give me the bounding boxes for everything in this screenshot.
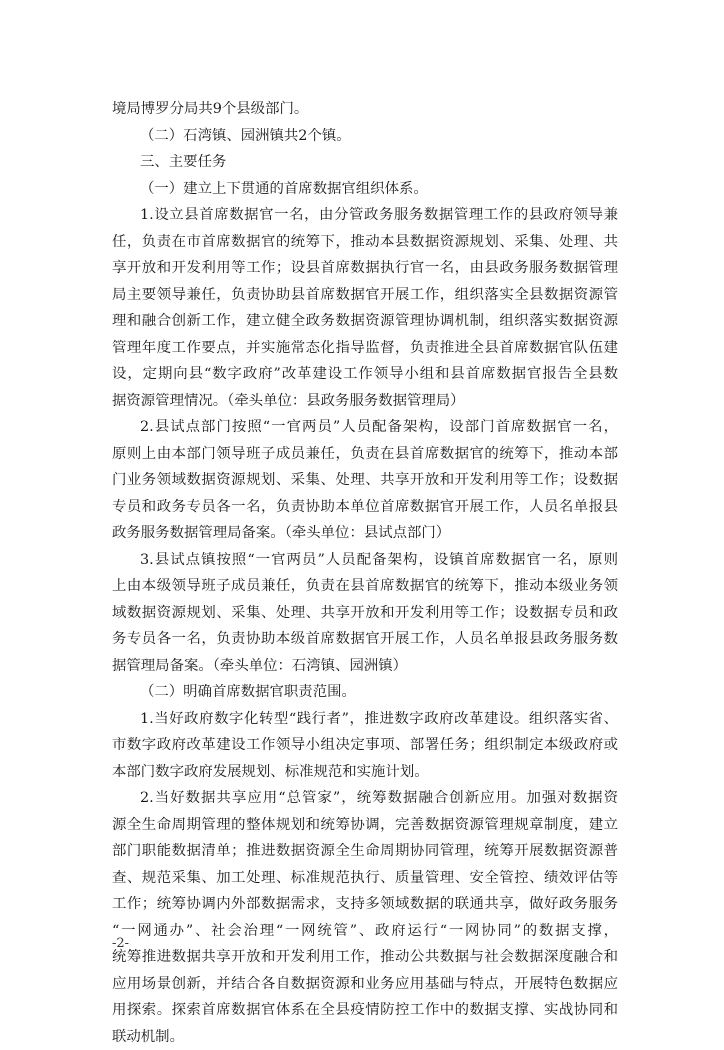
paragraph-line: “一网通办”、社会治理“一网统管”、政府运行“一网协同”的数据支撑， — [112, 918, 618, 945]
paragraph-line: 应用场景创新，并结合各自数据资源和业务应用基础与特点，开展特色数据应 — [112, 971, 618, 998]
paragraph-line: 门业务领域数据资源规划、采集、处理、共享开放和开发利用等工作；设数据 — [112, 467, 618, 494]
paragraph-line: 源全生命周期管理的整体规划和统筹协调，完善数据资源管理规章制度，建立 — [112, 812, 618, 839]
paragraph-line: 局主要领导兼任，负责协助县首席数据官开展工作，组织落实全县数据资源管 — [112, 282, 618, 309]
paragraph-line: 统筹推进数据共享开放和开发利用工作，推动公共数据与社会数据深度融合和 — [112, 944, 618, 971]
paragraph-line: 政务服务数据管理局备案。（牵头单位：县试点部门） — [112, 520, 618, 547]
paragraph-line: 域数据资源规划、采集、处理、共享开放和开发利用等工作；设数据专员和政 — [112, 600, 618, 627]
paragraph-line: 享开放和开发利用等工作；设县首席数据执行官一名，由县政务服务数据管理 — [112, 255, 618, 282]
paragraph-line: 2.县试点部门按照“一官两员”人员配备架构，设部门首席数据官一名， — [112, 414, 618, 441]
paragraph-line: 用探索。探索首席数据官体系在全县疫情防控工作中的数据支撑、实战协同和 — [112, 997, 618, 1024]
paragraph-line: 原则上由本部门领导班子成员兼任，负责在县首席数据官的统筹下，推动本部 — [112, 441, 618, 468]
paragraph-line: 查、规范采集、加工处理、标准规范执行、质量管理、安全管控、绩效评估等 — [112, 865, 618, 892]
page-number: -2- — [112, 936, 129, 952]
paragraph-line: 理和融合创新工作，建立健全政务数据资源管理协调机制，组织落实数据资源 — [112, 308, 618, 335]
paragraph-line: 本部门数字政府发展规划、标准规范和实施计划。 — [112, 759, 618, 786]
paragraph-line: 务专员各一名，负责协助本级首席数据官开展工作，人员名单报县政务服务数 — [112, 626, 618, 653]
paragraph-line: 3.县试点镇按照“一官两员”人员配备架构，设镇首席数据官一名，原则 — [112, 547, 618, 574]
paragraph-line: 任，负责在市首席数据官的统筹下，推动本县数据资源规划、采集、处理、共 — [112, 229, 618, 256]
paragraph-line: 设，定期向县“数字政府”改革建设工作领导小组和县首席数据官报告全县数 — [112, 361, 618, 388]
section-heading: （二）明确首席数据官职责范围。 — [112, 679, 618, 706]
paragraph-line: 部门职能数据清单；推进数据资源全生命周期协同管理，统筹开展数据资源普 — [112, 838, 618, 865]
paragraph-line: 1.设立县首席数据官一名，由分管政务服务数据管理工作的县政府领导兼 — [112, 202, 618, 229]
paragraph-line: 境局博罗分局共9个县级部门。 — [112, 96, 618, 123]
section-heading: （二）石湾镇、园洲镇共2个镇。 — [112, 123, 618, 150]
document-body — [112, 96, 618, 1050]
section-heading: 三、主要任务 — [112, 149, 618, 176]
paragraph-line: 据资源管理情况。（牵头单位：县政务服务数据管理局） — [112, 388, 618, 415]
paragraph-line: 专员和政务专员各一名，负责协助本单位首席数据官开展工作，人员名单报县 — [112, 494, 618, 521]
paragraph-line: 据管理局备案。（牵头单位：石湾镇、园洲镇） — [112, 653, 618, 680]
paragraph-line: 市数字政府改革建设工作领导小组决定事项、部署任务；组织制定本级政府或 — [112, 732, 618, 759]
paragraph-line: 上由本级领导班子成员兼任，负责在县首席数据官的统筹下，推动本级业务领 — [112, 573, 618, 600]
paragraph-line: 2.当好数据共享应用“总管家”，统筹数据融合创新应用。加强对数据资 — [112, 785, 618, 812]
paragraph-line: 工作；统筹协调内外部数据需求，支持多领域数据的联通共享，做好政务服务 — [112, 891, 618, 918]
paragraph-line: 1.当好政府数字化转型“践行者”，推进数字政府改革建设。组织落实省、 — [112, 706, 618, 733]
paragraph-line: 管理年度工作要点，并实施常态化指导监督，负责推进全县首席数据官队伍建 — [112, 335, 618, 362]
section-heading: （一）建立上下贯通的首席数据官组织体系。 — [112, 176, 618, 203]
paragraph-line: 联动机制。 — [112, 1024, 618, 1050]
